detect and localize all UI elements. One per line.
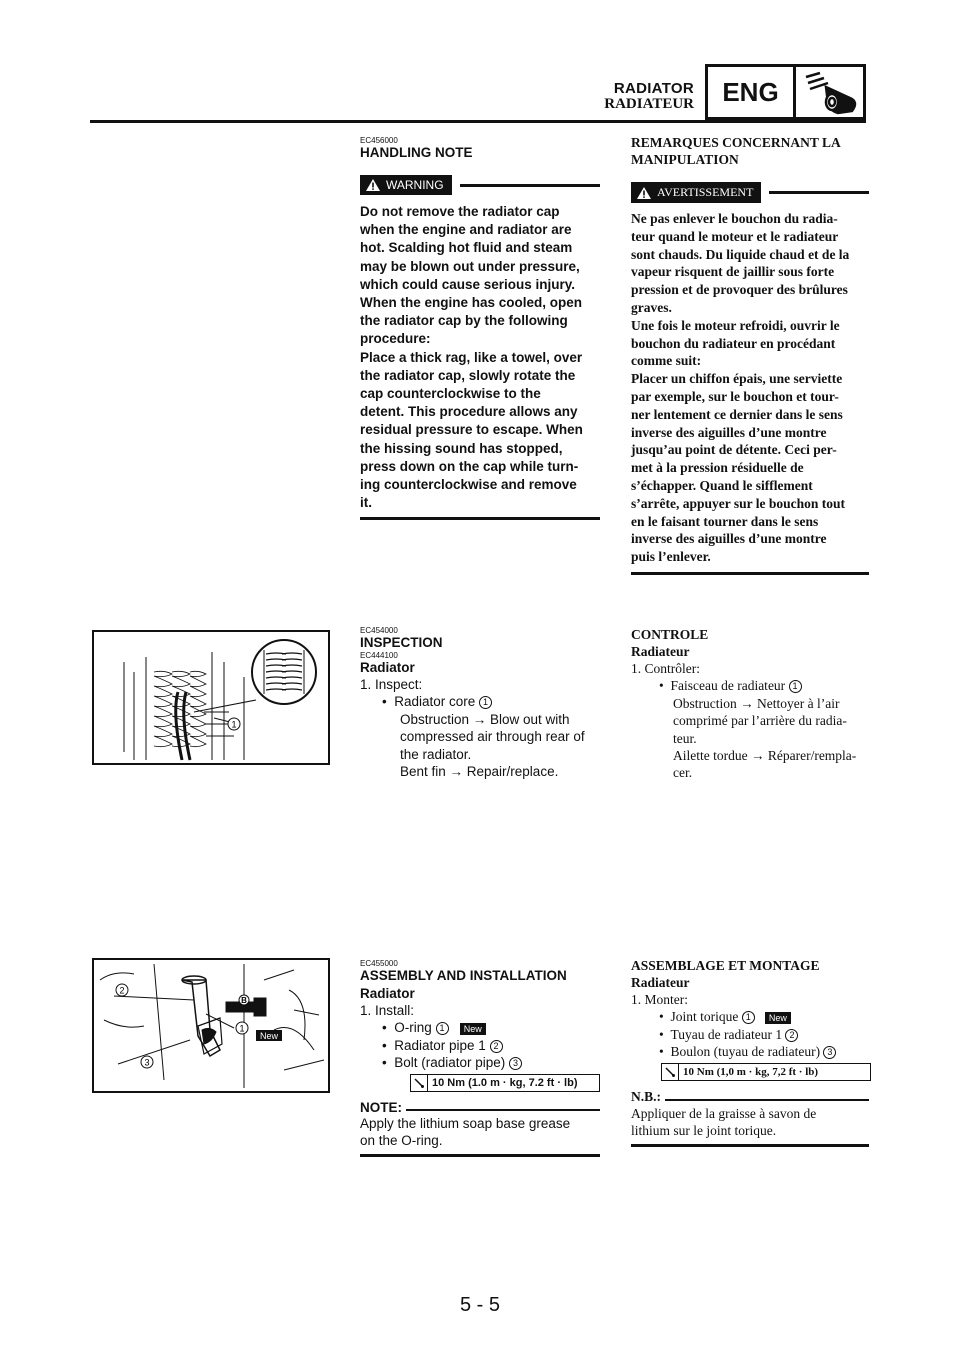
warning-text-line: ing counterclockwise and remove — [360, 477, 577, 493]
warning-text-line: Une fois le moteur refroidi, ouvrir le — [631, 317, 840, 333]
item-number: 1 — [479, 696, 492, 709]
chapter-label: ENG — [708, 67, 796, 117]
warning-text-line: the radiator cap by the following — [360, 313, 568, 329]
assembly-sub-en: Radiator — [360, 986, 415, 1001]
note-end-rule — [360, 1154, 600, 1157]
warning-text-line: par exemple, sur le bouchon et tour- — [631, 388, 839, 404]
section-code: EC456000 — [360, 136, 398, 145]
assembly-item-en-3: • Bolt (radiator pipe) 3 — [360, 1054, 600, 1071]
warning-badge-fr — [631, 182, 761, 203]
warning-banner-fr — [631, 182, 869, 203]
warning-label-fr: AVERTISSEMENT — [657, 185, 754, 199]
item-number: 1 — [436, 1022, 449, 1035]
warning-text-line: when the engine and radiator are — [360, 222, 572, 238]
warning-text-line: detent. This procedure allows any — [360, 404, 578, 420]
engine-icon — [798, 69, 862, 117]
warning-text-line: sont chauds. Du liquide chaud et de la — [631, 246, 850, 262]
assembly-step-fr: 1. Monter: — [631, 992, 688, 1007]
item-label: Bolt (radiator pipe) — [394, 1055, 506, 1071]
figure-callout-2: 2 — [119, 985, 125, 996]
handling-title-fr-1: REMARQUES CONCERNANT LA — [631, 135, 841, 150]
warning-text-line: Place a thick rag, like a towel, over — [360, 349, 583, 365]
assembly-item-en-1: • O-ring 1 New — [360, 1019, 600, 1036]
item-label: O-ring — [394, 1020, 432, 1036]
item-number: 3 — [509, 1057, 522, 1070]
item-label: Faisceau de radiateur — [670, 678, 786, 694]
figure-callout: 1 — [231, 719, 237, 730]
warning-end-rule — [360, 517, 600, 520]
warning-text-line: Placer un chiffon épais, une serviette — [631, 371, 843, 387]
handling-title-fr-2: MANIPULATION — [631, 152, 739, 167]
handling-section-fr — [631, 134, 869, 575]
warning-text-line: bouchon du radiateur en procédant — [631, 335, 836, 351]
detail-line: the radiator. — [400, 746, 472, 762]
handling-section-en — [360, 136, 600, 520]
note-rule — [406, 1109, 600, 1111]
warning-triangle-icon — [366, 179, 380, 191]
note-line: lithium sur le joint torique. — [631, 1123, 777, 1139]
inspection-sub-en: Radiator — [360, 660, 415, 675]
detail-line: compressed air through rear of — [400, 729, 585, 745]
detail-line: comprimé par l’arrière du radia- — [673, 713, 847, 729]
warning-text-line: comme suit: — [631, 353, 702, 369]
item-number: 1 — [789, 680, 802, 693]
assembly-sub-fr: Radiateur — [631, 975, 690, 990]
warning-text-line: which could cause serious injury. — [360, 276, 576, 292]
section-title-fr: RADIATEUR — [604, 96, 694, 112]
warning-text-line: vapeur risquent de jaillir sous forte — [631, 264, 835, 280]
detail-line: cer. — [673, 765, 693, 781]
item-label: Joint torique — [670, 1009, 739, 1025]
figure-callout-1: 1 — [239, 1023, 245, 1034]
warning-end-rule — [631, 572, 869, 575]
warning-text-line: it. — [360, 495, 372, 511]
inspection-item-fr: • Faisceau de radiateur 1 — [631, 677, 869, 694]
item-number: 2 — [785, 1029, 798, 1042]
figure-new-badge: New — [259, 1031, 279, 1041]
inspection-section-en — [360, 626, 600, 780]
inspection-title-fr: CONTROLE — [631, 627, 709, 642]
warning-text-line: teur quand le moteur et le radiateur — [631, 228, 839, 244]
warning-text-fr — [631, 210, 869, 566]
figure-label-b: B — [241, 996, 247, 1005]
detail-line: teur. — [673, 730, 697, 746]
note-banner-fr — [631, 1089, 869, 1105]
sub-code: EC444100 — [360, 651, 398, 660]
item-label: Boulon (tuyau de radiateur) — [670, 1044, 821, 1060]
note-banner-en — [360, 1100, 600, 1115]
warning-text-line: procedure: — [360, 331, 431, 347]
note-label-fr: N.B.: — [631, 1088, 661, 1104]
item-number: 2 — [490, 1040, 503, 1053]
torque-wrench-icon — [662, 1064, 679, 1080]
inspection-title-en: INSPECTION — [360, 635, 443, 650]
warning-text-line: press down on the cap while turn- — [360, 458, 579, 474]
torque-value-fr: 10 Nm (1,0 m · kg, 7,2 ft · lb) — [683, 1065, 819, 1078]
assembly-section-fr — [631, 957, 869, 1147]
warning-text-line: When the engine has cooled, open — [360, 295, 583, 311]
detail-line: Ailette tordue → Réparer/rempla- — [673, 748, 857, 764]
detail-line: Bent fin → Repair/replace. — [400, 764, 559, 780]
warning-text-line: may be blown out under pressure, — [360, 258, 580, 274]
item-number: 3 — [823, 1046, 836, 1059]
warning-text-line: the hissing sound has stopped, — [360, 440, 563, 456]
note-text-fr — [631, 1105, 869, 1140]
warning-text-line: graves. — [631, 299, 672, 315]
inspection-detail-en — [360, 711, 600, 781]
inspection-section-fr — [631, 626, 869, 782]
warning-text-line: residual pressure to escape. When — [360, 422, 583, 438]
warning-triangle-icon — [637, 187, 651, 199]
assembly-title-en: ASSEMBLY AND INSTALLATION — [360, 968, 567, 983]
radiator-pipe-illustration — [94, 960, 328, 1091]
note-rule — [665, 1099, 869, 1101]
section-code: EC455000 — [360, 959, 398, 968]
assembly-item-fr-2: • Tuyau de radiateur 1 2 — [631, 1026, 869, 1043]
assembly-step-en: 1. Install: — [360, 1003, 415, 1018]
warning-banner-en — [360, 175, 600, 195]
warning-rule — [460, 184, 600, 187]
page-number: 5 - 5 — [459, 1294, 501, 1316]
warning-text-line: Do not remove the radiator cap — [360, 204, 560, 219]
detail-line: Obstruction → Nettoyer à l’air — [673, 695, 840, 711]
warning-text-line: cap counterclockwise to the — [360, 386, 541, 402]
warning-text-line: the radiator cap, slowly rotate the — [360, 367, 576, 383]
assembly-title-fr: ASSEMBLAGE ET MONTAGE — [631, 958, 820, 973]
handling-title-en: HANDLING NOTE — [360, 145, 473, 160]
torque-spec-en — [410, 1074, 600, 1092]
assembly-item-en-2: • Radiator pipe 1 2 — [360, 1037, 600, 1054]
inspection-step-en: 1. Inspect: — [360, 677, 423, 692]
section-code: EC454000 — [360, 626, 398, 635]
warning-text-line: s’arrête, appuyer sur le bouchon tout — [631, 495, 846, 511]
warning-text-line: inverse des aiguilles d’une montre — [631, 424, 827, 440]
figure-callout-3: 3 — [144, 1057, 150, 1068]
detail-line: Obstruction → Blow out with — [400, 711, 570, 727]
item-label: Radiator core — [394, 694, 476, 710]
warning-text-line: s’échapper. Quand le sifflement — [631, 477, 813, 493]
warning-rule — [769, 191, 869, 194]
assembly-item-fr-3: • Boulon (tuyau de radiateur) 3 — [631, 1043, 869, 1060]
new-badge: New — [765, 1012, 791, 1024]
inspection-item-en: • Radiator core 1 — [360, 693, 600, 710]
warning-text-en — [360, 203, 600, 512]
warning-text-line: en le faisant tourner dans le sens — [631, 513, 819, 529]
warning-text-line: puis l’enlever. — [631, 549, 711, 565]
radiator-core-illustration — [94, 632, 328, 763]
item-number: 1 — [742, 1011, 755, 1024]
radiator-pipe-figure — [92, 958, 330, 1093]
warning-text-line: ner lentement ce dernier dans le sens — [631, 406, 843, 422]
new-badge: New — [460, 1023, 486, 1035]
note-end-rule — [631, 1144, 869, 1147]
section-title-en: RADIATOR — [613, 80, 694, 97]
header-rule — [90, 120, 866, 123]
warning-text-line: Ne pas enlever le bouchon du radia- — [631, 211, 838, 226]
item-label: Tuyau de radiateur 1 — [670, 1026, 783, 1042]
warning-text-line: hot. Scalding hot fluid and steam — [360, 240, 573, 256]
torque-spec-fr — [661, 1063, 871, 1081]
warning-text-line: inverse des aiguilles d’une montre — [631, 531, 827, 547]
warning-text-line: met à la pression résiduelle de — [631, 460, 804, 476]
warning-text-line: jusqu’au point de détente. Ceci per- — [631, 442, 837, 458]
warning-badge-en — [360, 175, 452, 195]
note-line: on the O-ring. — [360, 1133, 443, 1149]
warning-label-en: WARNING — [386, 178, 444, 192]
assembly-section-en — [360, 959, 600, 1157]
item-label: Radiator pipe 1 — [394, 1037, 486, 1053]
inspection-sub-fr: Radiateur — [631, 644, 690, 659]
radiator-core-figure — [92, 630, 330, 765]
note-line: Appliquer de la graisse à savon de — [631, 1105, 817, 1121]
chapter-tab — [705, 64, 866, 120]
inspection-detail-fr — [631, 695, 869, 782]
warning-text-line: pression et de provoquer des brûlures — [631, 282, 848, 298]
inspection-step-fr: 1. Contrôler: — [631, 661, 700, 676]
assembly-item-fr-1: • Joint torique 1 New — [631, 1008, 869, 1025]
note-text-en — [360, 1115, 600, 1150]
torque-value-en: 10 Nm (1.0 m · kg, 7.2 ft · lb) — [432, 1076, 578, 1089]
note-label-en: NOTE: — [360, 1099, 402, 1115]
torque-wrench-icon — [411, 1075, 428, 1091]
note-line: Apply the lithium soap base grease — [360, 1115, 571, 1131]
